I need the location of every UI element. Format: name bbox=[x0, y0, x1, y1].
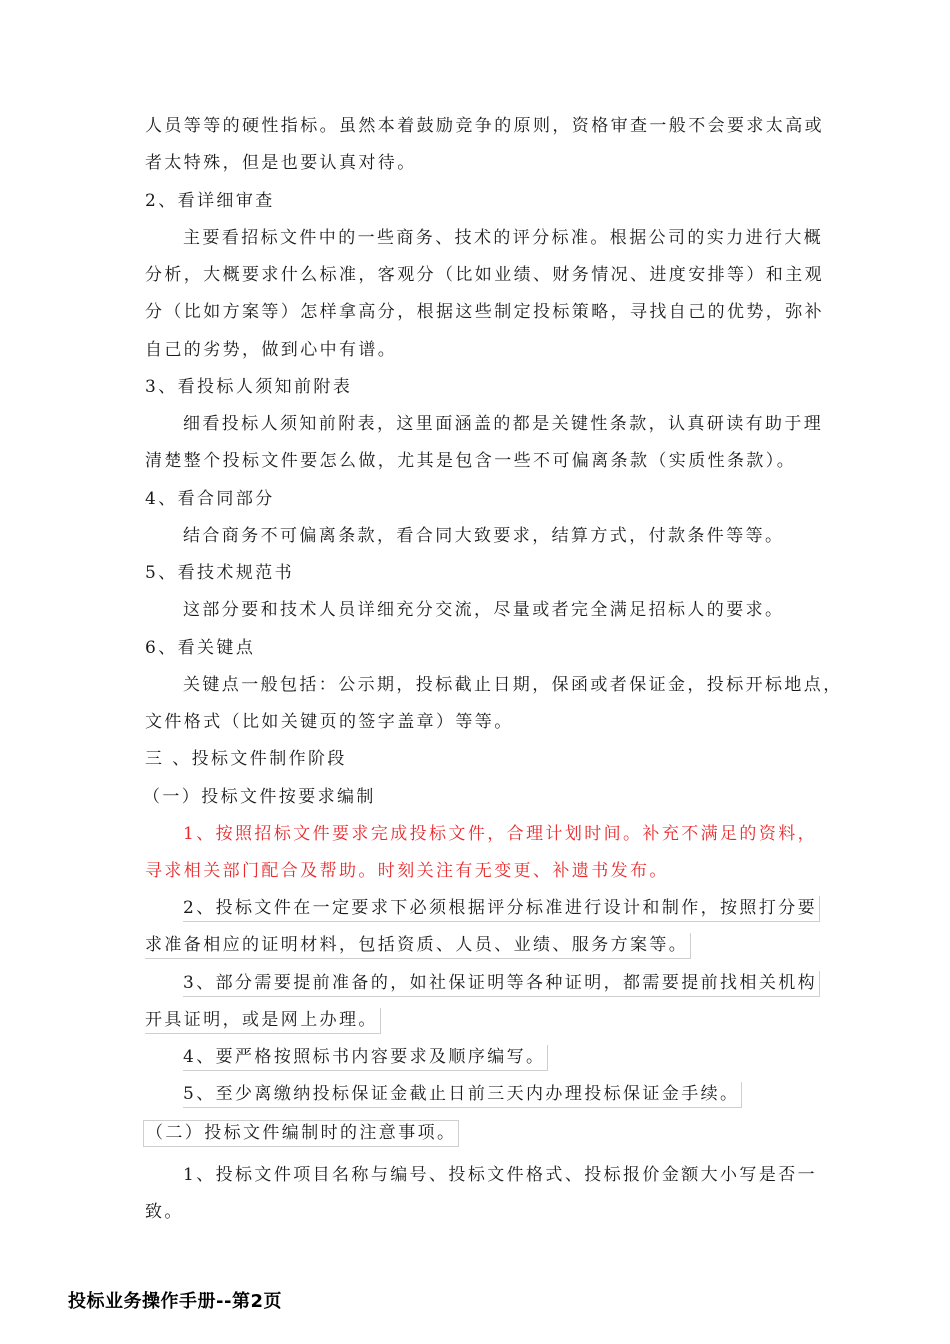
paragraph-line: 1、投标文件项目名称与编号、投标文件格式、投标报价金额大小写是否一 bbox=[183, 1165, 818, 1185]
section-heading: 5、看技术规范书 bbox=[145, 563, 295, 583]
tracked-paragraph-line: 2、投标文件在一定要求下必须根据评分标准进行设计和制作，按照打分要 bbox=[183, 896, 820, 922]
paragraph-line: 者太特殊，但是也要认真对待。 bbox=[145, 153, 417, 173]
tracked-paragraph-line: 5、至少离缴纳投标保证金截止日前三天内办理投标保证金手续。 bbox=[183, 1082, 742, 1108]
tracked-paragraph-line: 4、要严格按照标书内容要求及顺序编写。 bbox=[183, 1045, 548, 1071]
highlighted-paragraph-line: 寻求相关部门配合及帮助。时刻关注有无变更、补遗书发布。 bbox=[145, 861, 669, 881]
paragraph-line: 分析，大概要求什么标准，客观分（比如业绩、财务情况、进度安排等）和主观 bbox=[145, 265, 824, 285]
tracked-paragraph-line: 3、部分需要提前准备的，如社保证明等各种证明，都需要提前找相关机构 bbox=[183, 971, 820, 997]
paragraph-line: 关键点一般包括：公示期，投标截止日期，保函或者保证金，投标开标地点， bbox=[183, 675, 843, 695]
paragraph-line: 人员等等的硬性指标。虽然本着鼓励竞争的原则，资格审查一般不会要求太高或 bbox=[145, 116, 824, 136]
section-heading: 3、看投标人须知前附表 bbox=[145, 377, 353, 397]
subsection-heading: （二）投标文件编制时的注意事项。 bbox=[143, 1120, 459, 1147]
page-footer: 投标业务操作手册--第2页 bbox=[68, 1291, 282, 1312]
chapter-heading: 三 、投标文件制作阶段 bbox=[145, 749, 347, 769]
paragraph-line: 这部分要和技术人员详细充分交流，尽量或者完全满足招标人的要求。 bbox=[183, 600, 785, 620]
section-heading: 2、看详细审查 bbox=[145, 191, 275, 211]
paragraph-line: 致。 bbox=[145, 1202, 184, 1222]
paragraph-line: 文件格式（比如关键页的签字盖章）等等。 bbox=[145, 712, 514, 732]
subsection-heading: （一）投标文件按要求编制 bbox=[143, 787, 376, 807]
tracked-paragraph-line: 开具证明，或是网上办理。 bbox=[145, 1008, 381, 1034]
paragraph-line: 自己的劣势，做到心中有谱。 bbox=[145, 340, 398, 360]
paragraph-line: 主要看招标文件中的一些商务、技术的评分标准。根据公司的实力进行大概 bbox=[183, 228, 824, 248]
paragraph-line: 清楚整个投标文件要怎么做，尤其是包含一些不可偏离条款（实质性条款）。 bbox=[145, 451, 797, 471]
paragraph-line: 分（比如方案等）怎样拿高分，根据这些制定投标策略，寻找自己的优势，弥补 bbox=[145, 302, 824, 322]
section-heading: 4、看合同部分 bbox=[145, 489, 275, 509]
section-heading: 6、看关键点 bbox=[145, 638, 256, 658]
paragraph-line: 结合商务不可偏离条款，看合同大致要求，结算方式，付款条件等等。 bbox=[183, 526, 785, 546]
highlighted-paragraph-line: 1、按照招标文件要求完成投标文件，合理计划时间。补充不满足的资料， bbox=[183, 824, 818, 844]
paragraph-line: 细看投标人须知前附表，这里面涵盖的都是关键性条款，认真研读有助于理 bbox=[183, 414, 824, 434]
tracked-paragraph-line: 求准备相应的证明材料，包括资质、人员、业绩、服务方案等。 bbox=[145, 933, 691, 959]
